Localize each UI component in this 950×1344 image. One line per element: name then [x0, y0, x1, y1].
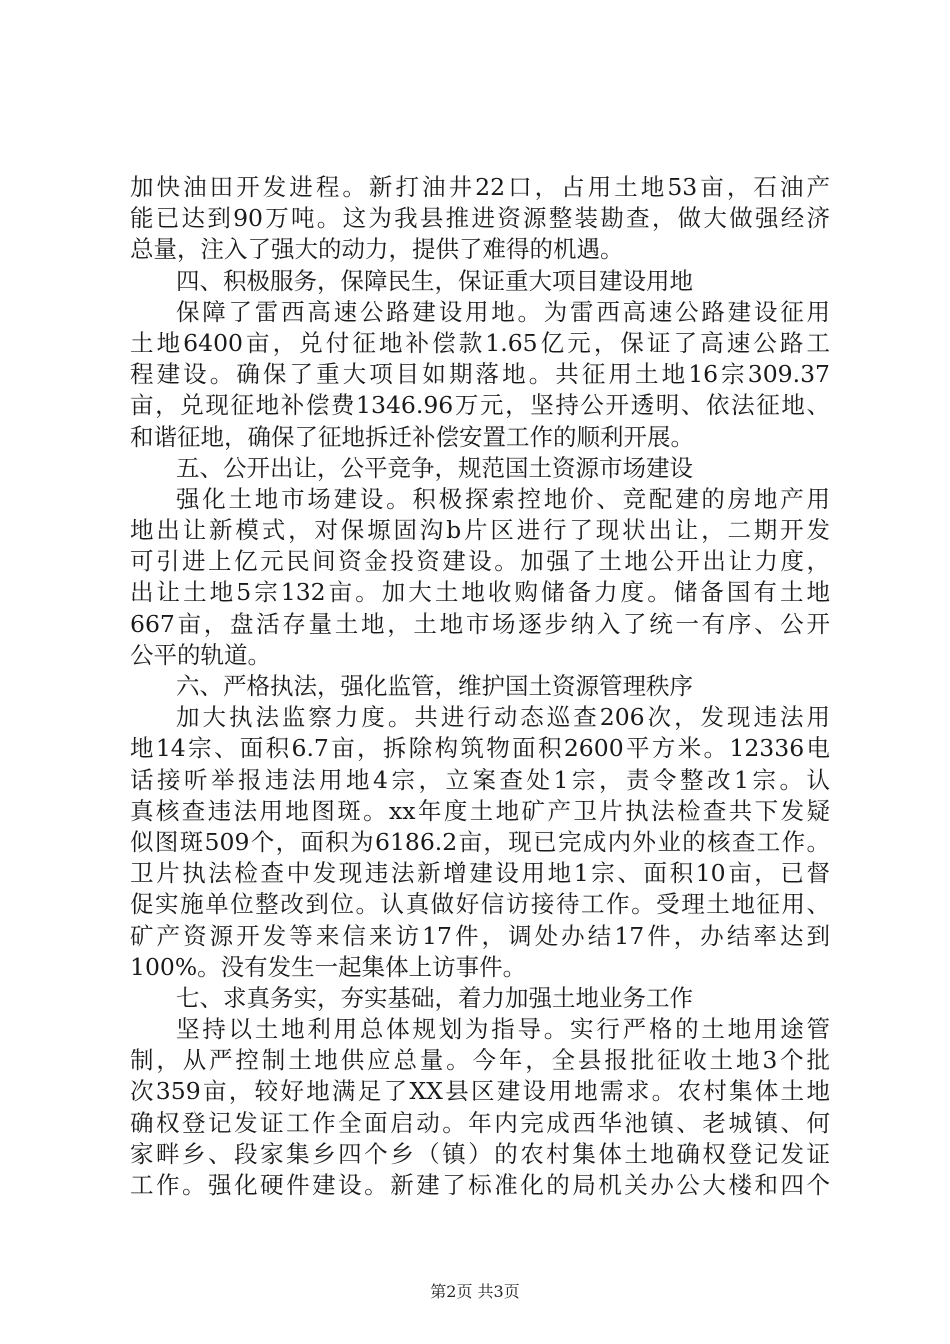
text-line: 坚持以土地利用总体规划为指导。实行严格的土地用途管	[176, 1015, 830, 1044]
text-line: 卫片执法检查中发现违法新增建设用地1宗、面积10亩，已督	[130, 859, 830, 888]
text-line: 土地6400亩，兑付征地补偿款1.65亿元，保证了高速公路工	[130, 328, 830, 357]
text-line: 加大执法监察力度。共进行动态巡查206次，发现违法用	[176, 703, 830, 732]
text-line: 话接听举报违法用地4宗，立案查处1宗，责令整改1宗。认	[130, 765, 830, 794]
page-footer: 第2页 共3页	[430, 1282, 520, 1301]
text-line: 加快油田开发进程。新打油井22口，占用土地53亩，石油产	[130, 173, 830, 201]
text-line: 确权登记发证工作全面启动。年内完成西华池镇、老城镇、何	[130, 1108, 830, 1137]
text-line: 地出让新模式，对保塬固沟b片区进行了现状出让，二期开发	[130, 516, 830, 545]
text-line: 制，从严控制土地供应总量。今年，全县报批征收土地3个批	[130, 1046, 830, 1075]
text-line: 强化土地市场建设。积极探索控地价、竞配建的房地产用	[176, 484, 830, 513]
text-line: 和谐征地，确保了征地拆迁补偿安置工作的顺利开展。	[130, 422, 694, 451]
text-line: 总量，注入了强大的动力，提供了难得的机遇。	[130, 235, 624, 264]
document-body	[130, 172, 830, 1201]
text-line: 七、求真务实，夯实基础，着力加强土地业务工作	[176, 983, 693, 1012]
text-line: 似图斑509个，面积为6186.2亩，现已完成内外业的核查工作。	[130, 827, 830, 856]
text-line: 五、公开出让，公平竞争，规范国土资源市场建设	[176, 453, 693, 482]
text-line: 工作。强化硬件建设。新建了标准化的局机关办公大楼和四个	[130, 1171, 830, 1199]
text-line: 家畔乡、段家集乡四个乡（镇）的农村集体土地确权登记发证	[130, 1139, 830, 1168]
text-line: 保障了雷西高速公路建设用地。为雷西高速公路建设征用	[176, 297, 830, 326]
text-line: 667亩，盘活存量土地，土地市场逐步纳入了统一有序、公开	[130, 609, 830, 638]
text-line: 可引进上亿元民间资金投资建设。加强了土地公开出让力度，	[130, 547, 830, 576]
text-line: 矿产资源开发等来信来访17件，调处办结17件，办结率达到	[130, 921, 830, 950]
text-line: 能已达到90万吨。这为我县推进资源整装勘查，做大做强经济	[130, 204, 830, 233]
text-line: 地14宗、面积6.7亩，拆除构筑物面积2600平方米。12336电	[130, 734, 830, 763]
text-line: 公平的轨道。	[130, 640, 271, 669]
text-line: 促实施单位整改到位。认真做好信访接待工作。受理土地征用、	[130, 890, 830, 919]
text-line: 出让土地5宗132亩。加大土地收购储备力度。储备国有土地	[130, 578, 830, 607]
text-line: 100%。没有发生一起集体上访事件。	[130, 952, 527, 981]
text-line: 真核查违法用地图斑。xx年度土地矿产卫片执法检查共下发疑	[130, 796, 830, 825]
text-line: 次359亩，较好地满足了XX县区建设用地需求。农村集体土地	[130, 1077, 830, 1106]
text-line: 六、严格执法，强化监管，维护国土资源管理秩序	[176, 672, 693, 700]
text-line: 程建设。确保了重大项目如期落地。共征用土地16宗309.37	[130, 360, 830, 389]
text-line: 四、积极服务，保障民生，保证重大项目建设用地	[176, 266, 693, 295]
text-line: 亩，兑现征地补偿费1346.96万元，坚持公开透明、依法征地、	[130, 391, 830, 420]
